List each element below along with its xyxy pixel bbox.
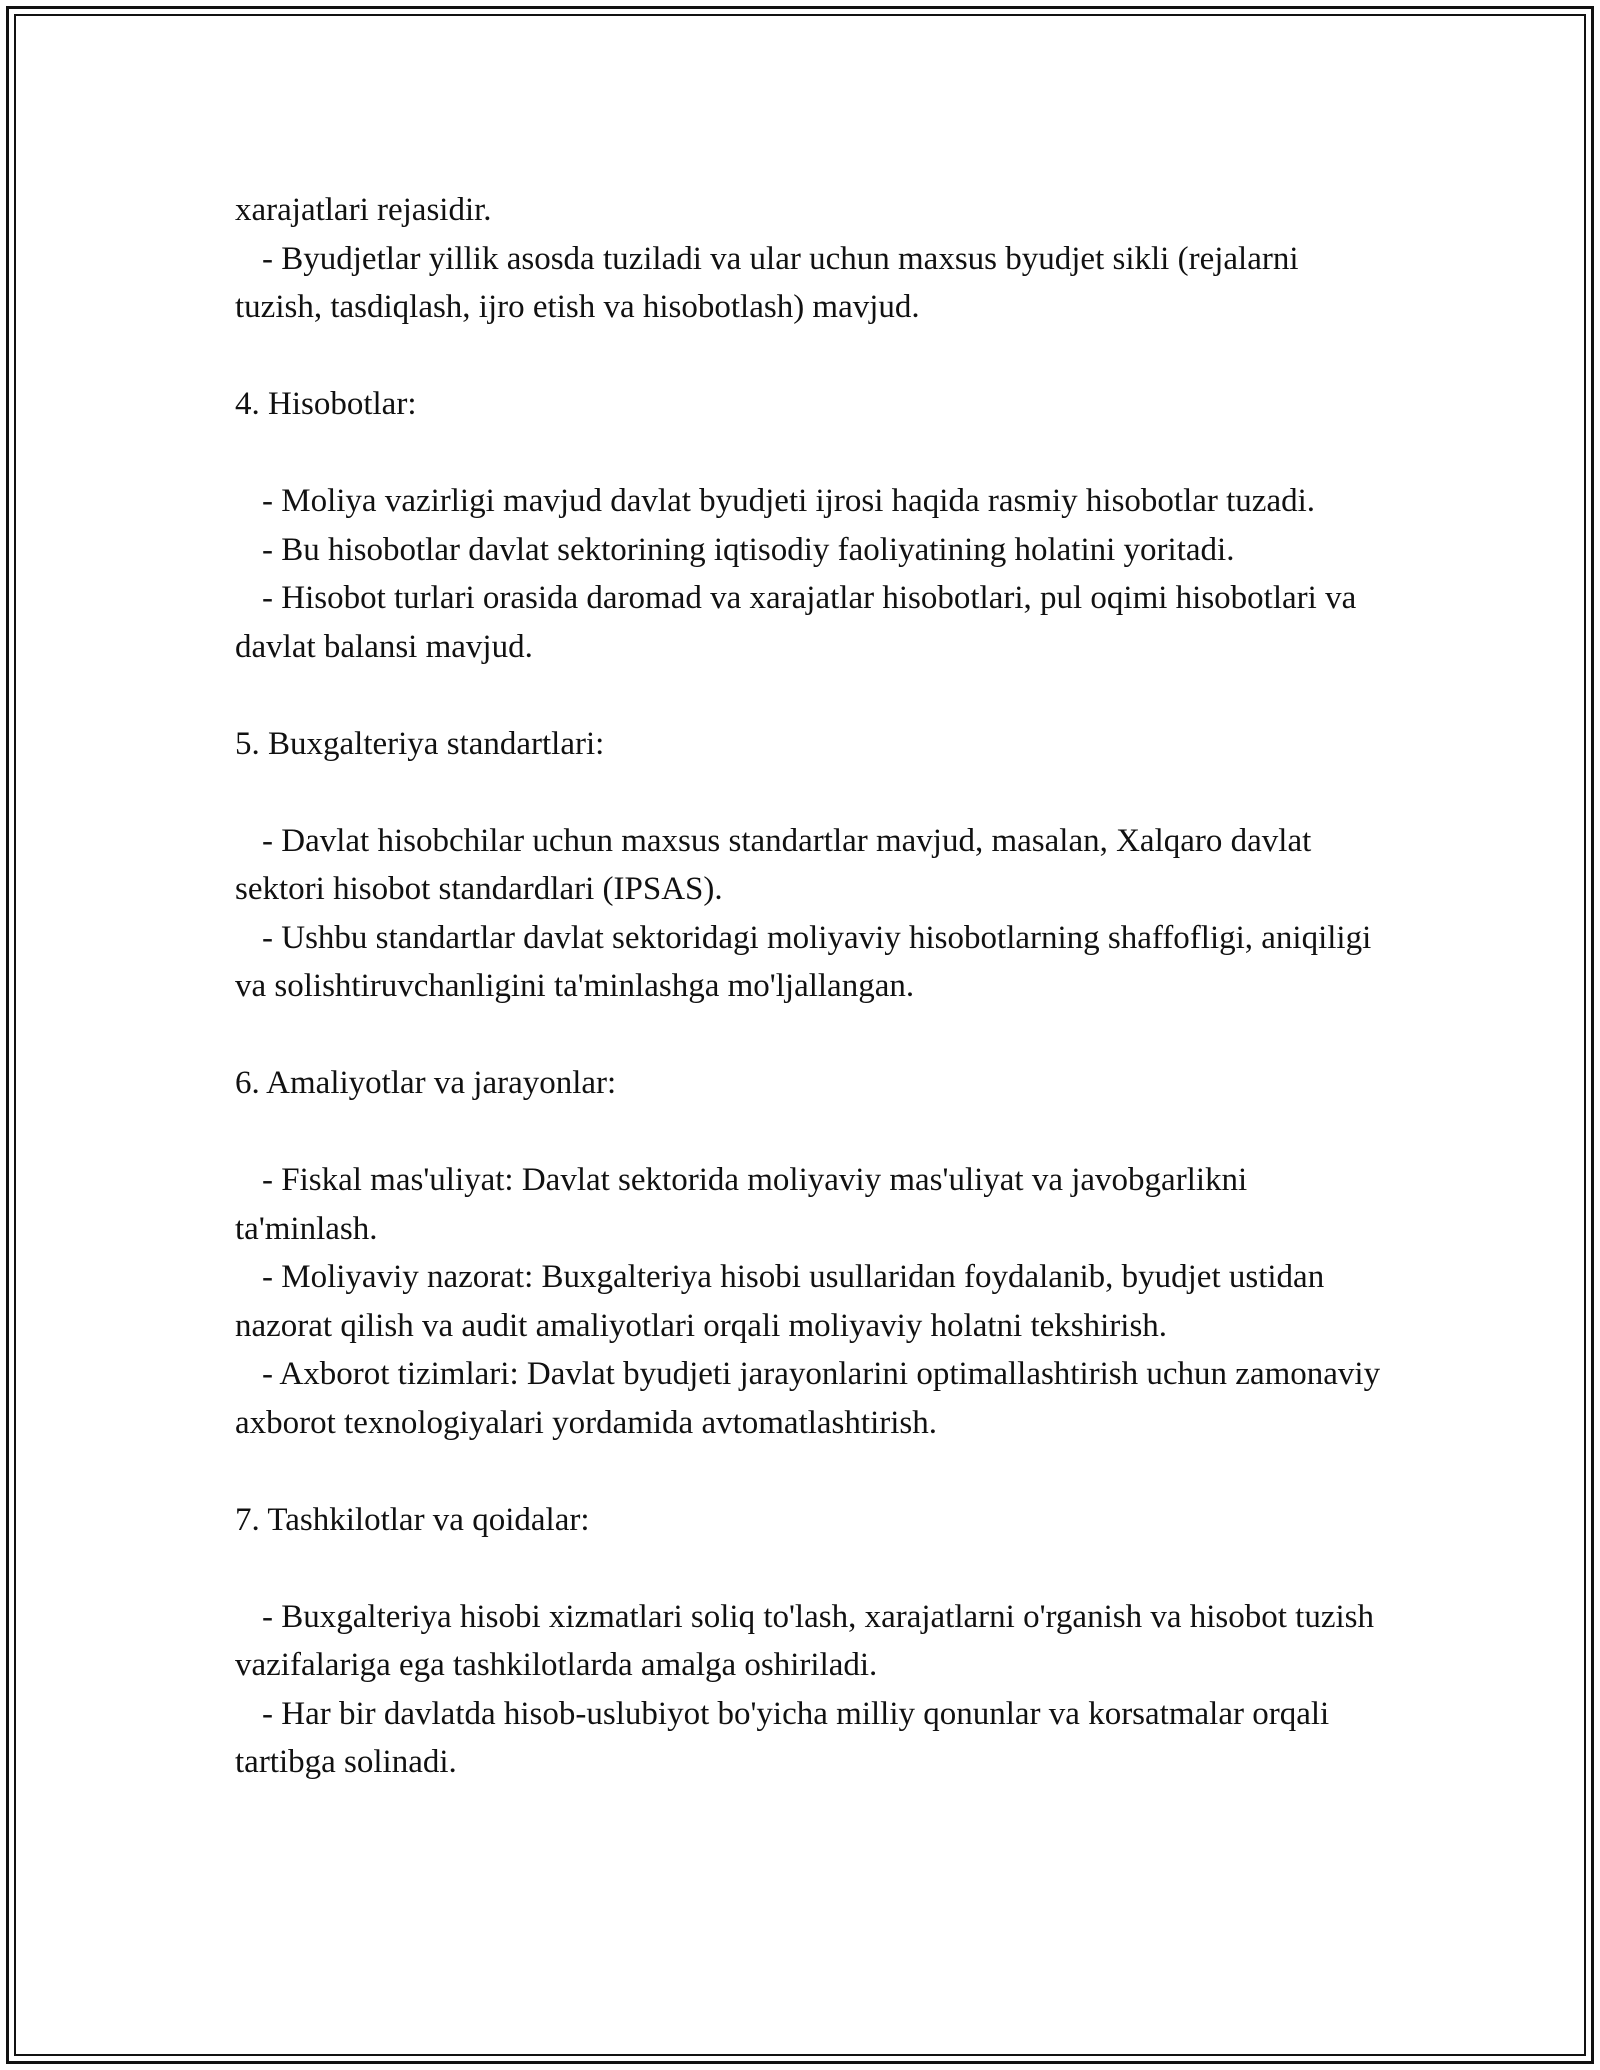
bullet-item: - Davlat hisobchilar uchun maxsus standartlar mavjud, masalan, Xalqaro davlat sektori hisobot standardlari (IPSAS).	[235, 822, 1320, 907]
bullet-item: - Bu hisobotlar davlat sektorining iqtisodiy faoliyatining holatini yoritadi.	[262, 531, 1235, 568]
paragraph-gap	[235, 671, 1385, 720]
paragraph-gap	[235, 1447, 1385, 1496]
section-heading: 6. Amaliyotlar va jarayonlar:	[235, 1065, 617, 1101]
document-body	[235, 186, 1389, 1787]
bullet-item: - Buxgalteriya hisobi xizmatlari soliq to'lash, xarajatlarni o'rganish va hisobot tuzish vazifalariga ega tashkilotlarda amalga oshiriladi.	[235, 1598, 1383, 1683]
bullet-item: - Ushbu standartlar davlat sektoridagi moliyaviy hisobotlarning shaffofligi, aniqiligi va solishtiruvchanligini ta'minlashga mo'ljallangan.	[235, 919, 1380, 1004]
paragraph-gap	[235, 768, 1385, 817]
text-line: xarajatlari rejasidir.	[235, 192, 492, 228]
bullet-item: - Byudjetlar yillik asosda tuziladi va ular uchun maxsus byudjet sikli (rejalarni tuzish, tasdiqlash, ijro etish va hisobotlash) mavjud.	[235, 240, 1307, 325]
bullet-item: - Har bir davlatda hisob-uslubiyot bo'yicha milliy qonunlar va korsatmalar orqali tartibga solinadi.	[235, 1695, 1338, 1780]
paragraph-gap	[235, 1011, 1385, 1060]
paragraph-gap	[235, 1544, 1385, 1593]
section-heading: 5. Buxgalteriya standartlari:	[235, 725, 605, 762]
paragraph-gap	[235, 429, 1385, 478]
section-heading: 7. Tashkilotlar va qoidalar:	[235, 1501, 590, 1538]
bullet-item: - Moliyaviy nazorat: Buxgalteriya hisobi usullaridan foydalanib, byudjet ustidan nazorat qilish va audit amaliyotlari orqali moliyaviy holatni tekshirish.	[235, 1259, 1333, 1344]
paragraph-gap	[235, 1108, 1385, 1157]
paragraph-gap	[235, 332, 1385, 381]
bullet-item: - Moliya vazirligi mavjud davlat byudjeti ijrosi haqida rasmiy hisobotlar tuzadi.	[262, 483, 1316, 519]
bullet-item: - Fiskal mas'uliyat: Davlat sektorida moliyaviy mas'uliyat va javobgarlikni ta'minlash.	[235, 1162, 1256, 1247]
bullet-item: - Axborot tizimlari: Davlat byudjeti jarayonlarini optimallashtirish uchun zamonaviy axborot texnologiyalari yordamida avtomatlashtirish.	[235, 1356, 1389, 1441]
section-heading: 4. Hisobotlar:	[235, 386, 417, 422]
bullet-item: - Hisobot turlari orasida daromad va xarajatlar hisobotlari, pul oqimi hisobotlari va davlat balansi mavjud.	[235, 580, 1365, 665]
